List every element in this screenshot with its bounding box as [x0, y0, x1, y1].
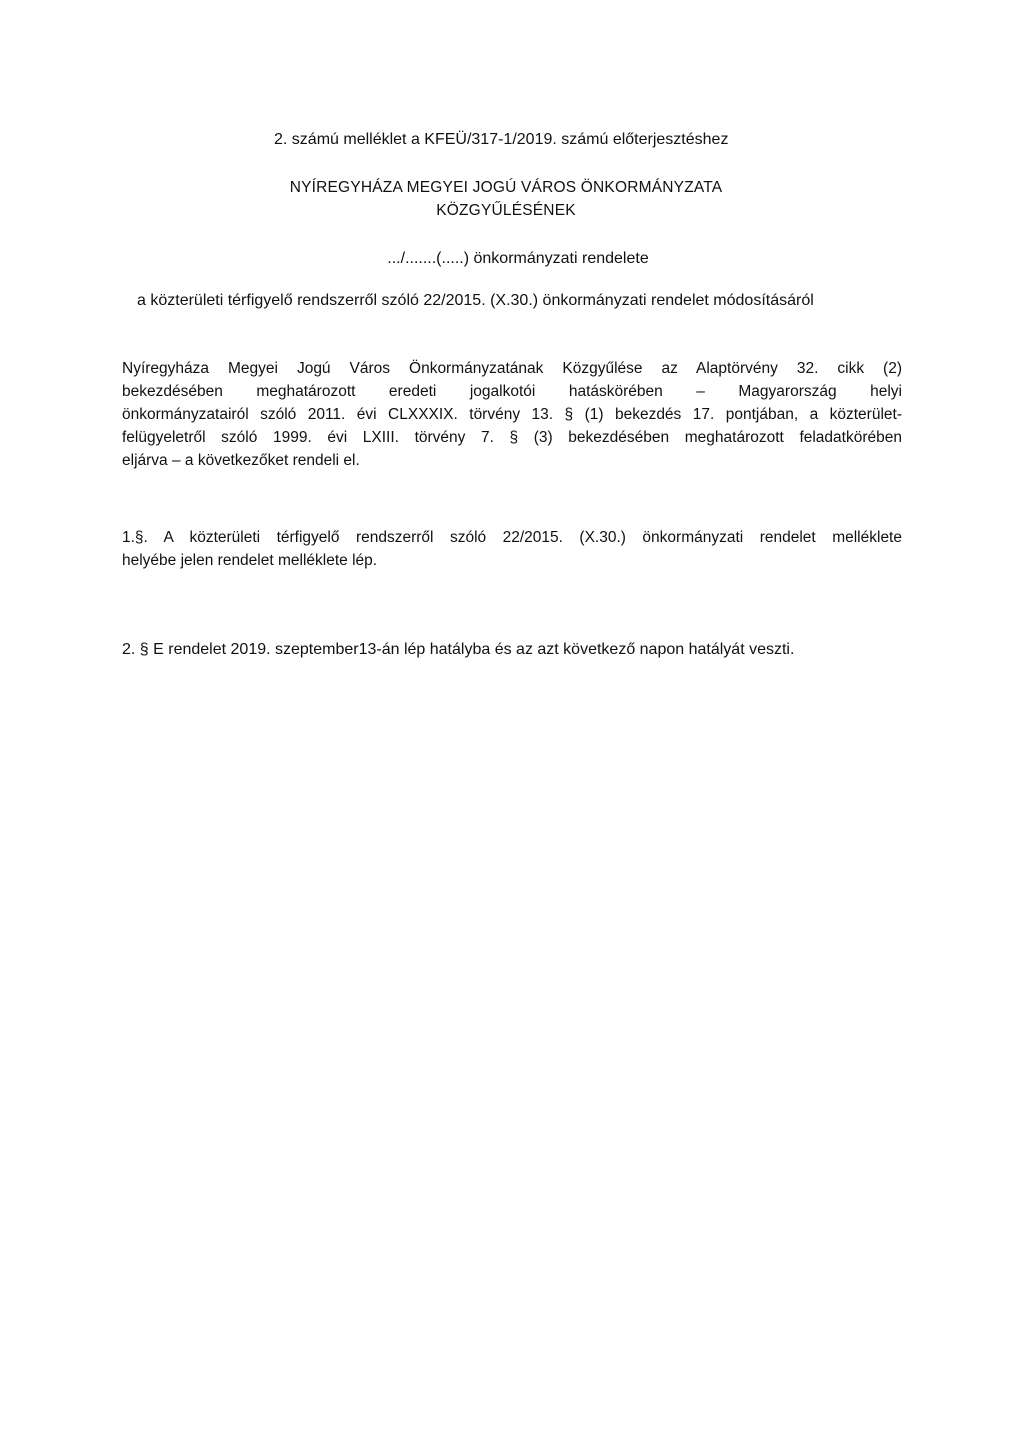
issuer-title-line-2: KÖZGYŰLÉSÉNEK [436, 202, 576, 219]
annex-reference: 2. számú melléklet a KFEÜ/317-1/2019. számú előterjesztéshez [274, 131, 729, 148]
preamble-line: eljárva – a következőket rendeli el. [122, 452, 360, 469]
section-1-paragraph [122, 526, 902, 572]
preamble-line: bekezdésében meghatározott eredeti jogalkotói hatáskörében – Magyarország helyi [122, 383, 902, 400]
section-2-paragraph: 2. § E rendelet 2019. szeptember13-án lép hatályba és az azt következő napon hatályát veszti. [122, 641, 795, 658]
preamble-paragraph [122, 357, 902, 472]
decree-subject: a közterületi térfigyelő rendszerről szóló 22/2015. (X.30.) önkormányzati rendelet módosításáról [137, 292, 814, 309]
preamble-line: önkormányzatairól szóló 2011. évi CLXXXIX. törvény 13. § (1) bekezdés 17. pontjában, a közterület- [122, 406, 902, 423]
issuer-title-line-1: NYÍREGYHÁZA MEGYEI JOGÚ VÁROS ÖNKORMÁNYZATA [289, 179, 723, 196]
section-1-line: 1.§. A közterületi térfigyelő rendszerről szóló 22/2015. (X.30.) önkormányzati rendelet melléklete [122, 529, 902, 546]
section-1-line: helyébe jelen rendelet melléklete lép. [122, 552, 378, 569]
decree-number: .../.......(.....) önkormányzati rendelete [387, 250, 649, 267]
preamble-line: felügyeletről szóló 1999. évi LXIII. törvény 7. § (3) bekezdésében meghatározott feladatkörében [122, 429, 902, 446]
preamble-line: Nyíregyháza Megyei Jogú Város Önkormányzatának Közgyűlése az Alaptörvény 32. cikk (2) [122, 360, 902, 377]
